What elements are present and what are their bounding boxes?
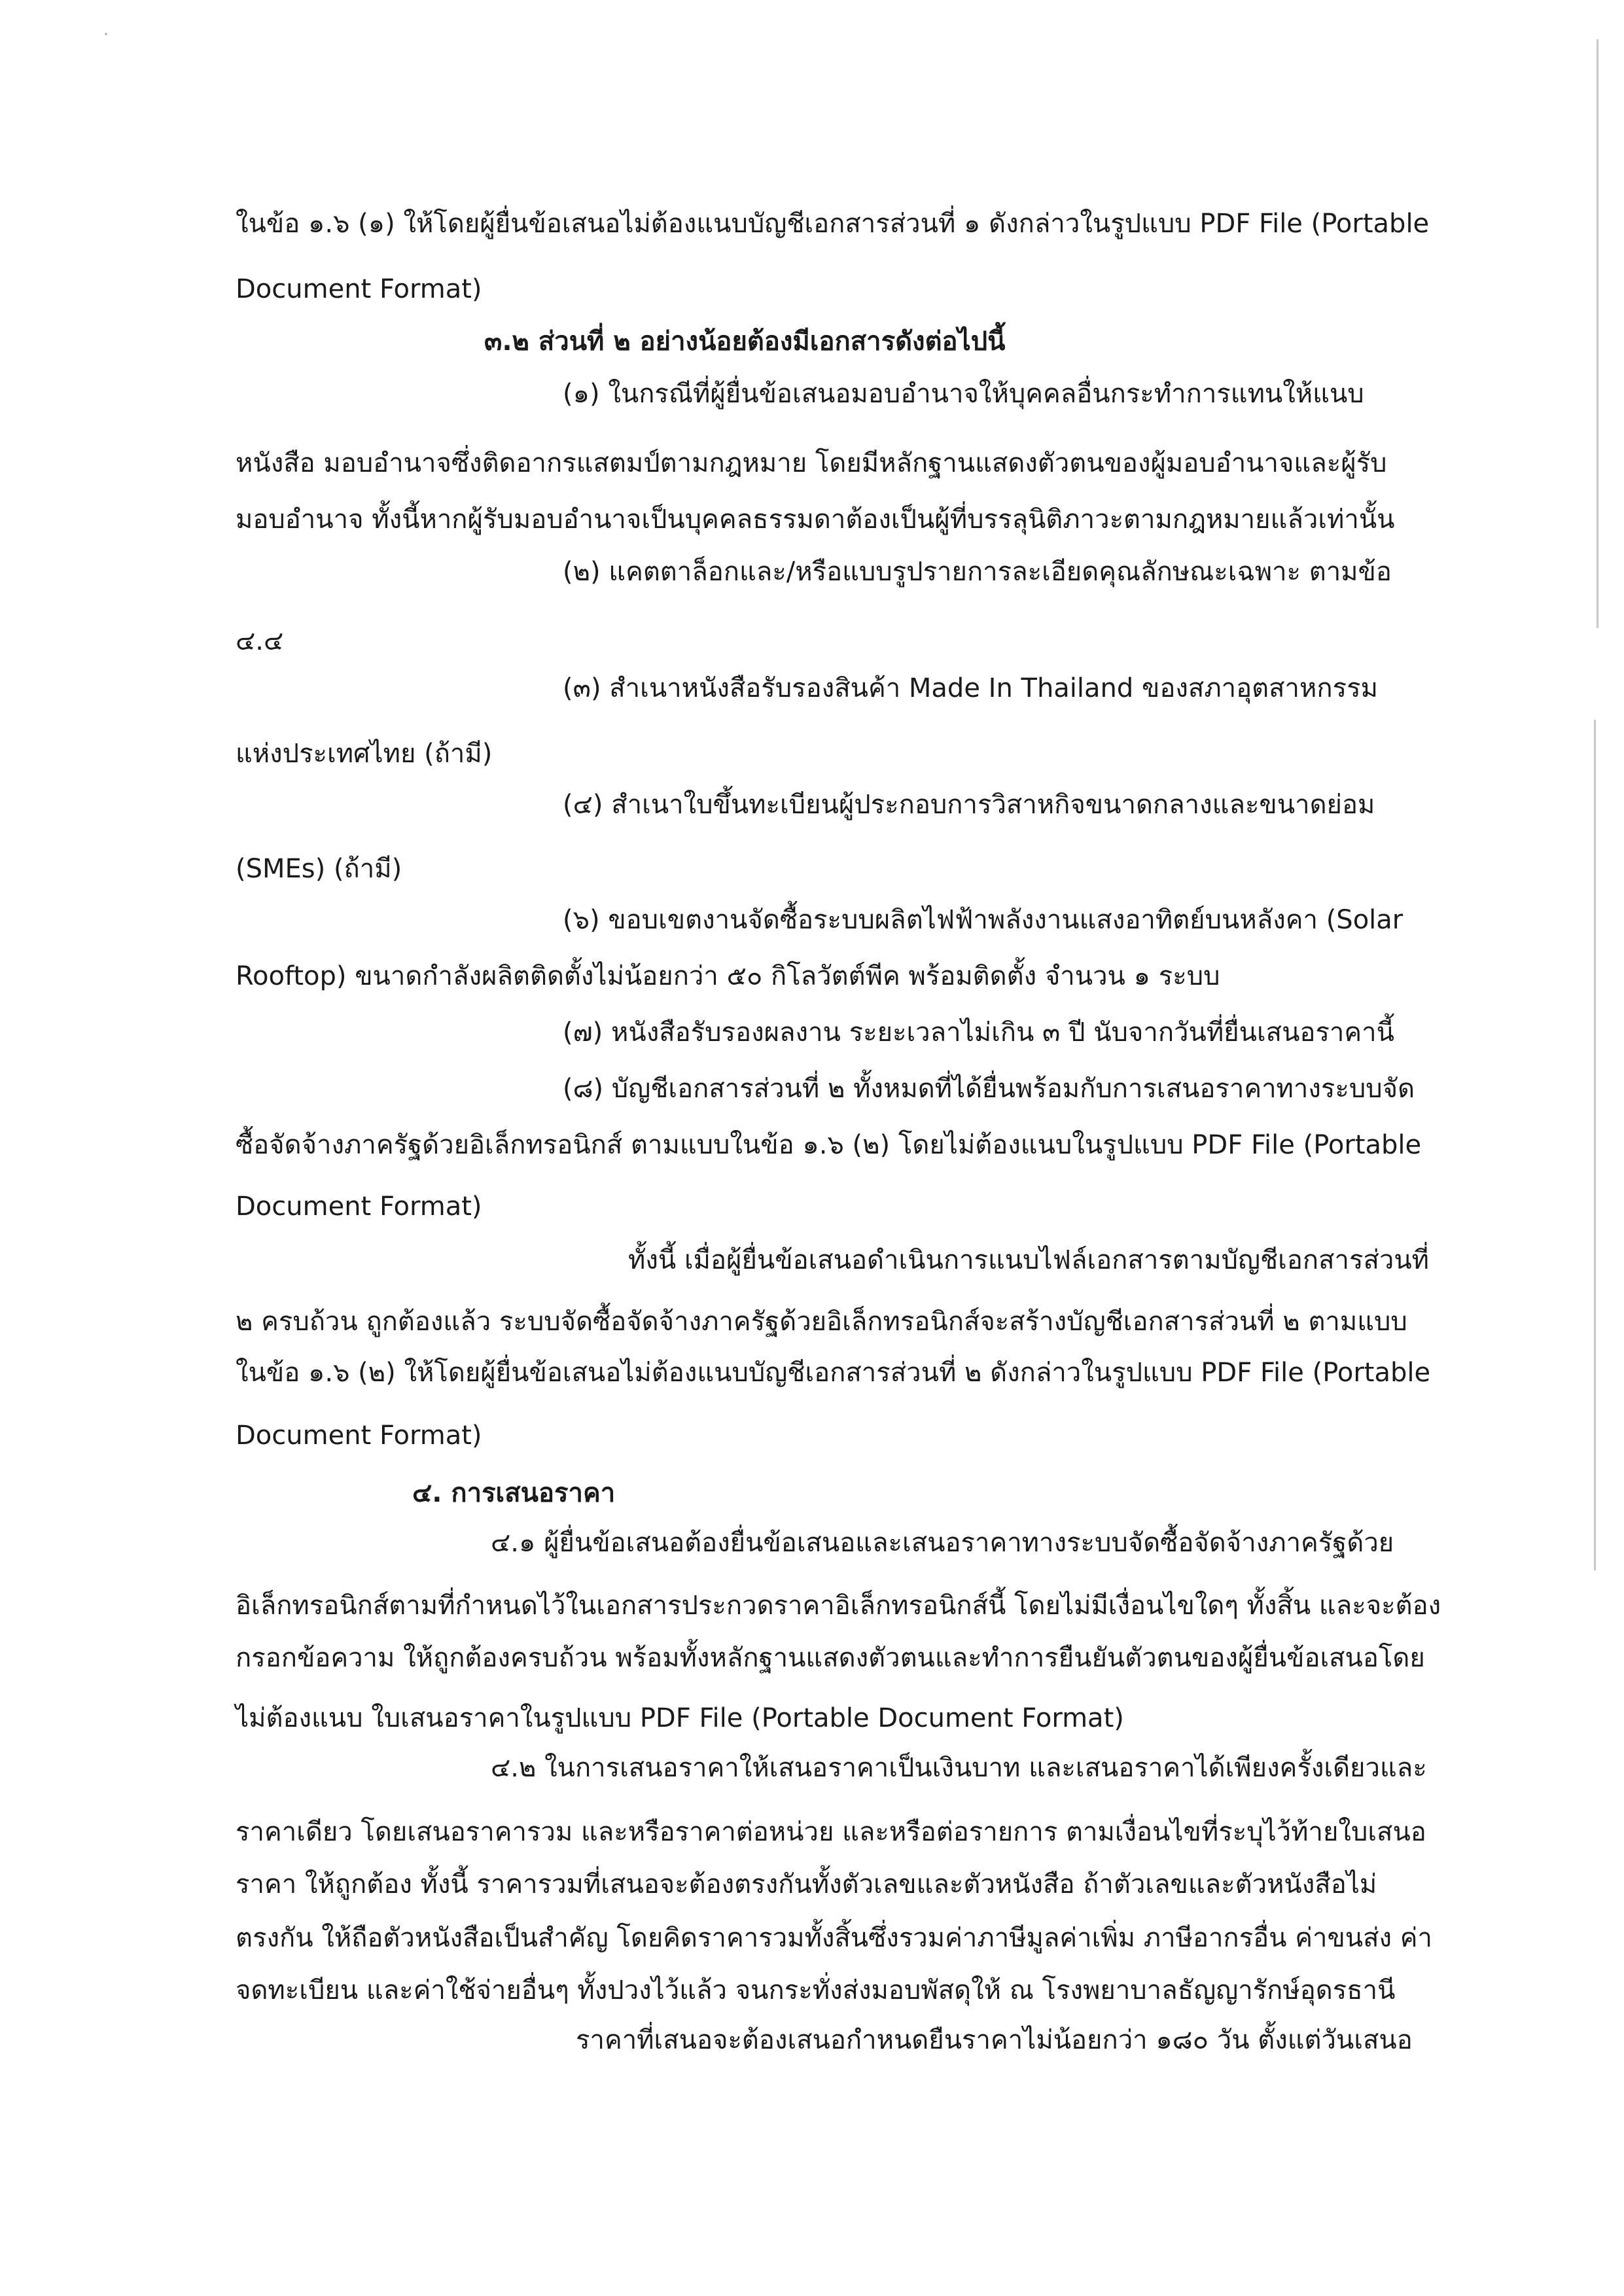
text-line: ทั้งนี้ เมื่อผู้ยื่นข้อเสนอดำเนินการแนบไฟล์เอกสารตามบัญชีเอกสารส่วนที่ xyxy=(628,1245,1430,1275)
text-line: Document Format) xyxy=(236,1421,482,1451)
list-item: (๓) สำเนาหนังสือรับรองสินค้า Made In Thailand ของสภาอุตสาหกรรม xyxy=(563,673,1378,703)
text-line: ราคาเดียว โดยเสนอราคารวม และหรือราคาต่อหน่วย และหรือต่อรายการ ตามเงื่อนไขที่ระบุไว้ท้ายใบเสนอ xyxy=(236,1817,1426,1847)
text-line: จดทะเบียน และค่าใช้จ่ายอื่นๆ ทั้งปวงไว้แล้ว จนกระทั่งส่งมอบพัสดุให้ ณ โรงพยาบาลธัญญารักษ์อุดรธานี xyxy=(236,1975,1396,2005)
list-item: (๔) สำเนาใบขึ้นทะเบียนผู้ประกอบการวิสาหกิจขนาดกลางและขนาดย่อม xyxy=(563,790,1375,820)
list-item: (๖) ขอบเขตงานจัดซื้อระบบผลิตไฟฟ้าพลังงานแสงอาทิตย์บนหลังคา (Solar xyxy=(563,905,1403,935)
scan-edge-mark xyxy=(1597,39,1598,628)
text-line: Rooftop) ขนาดกำลังผลิตติดตั้งไม่น้อยกว่า ๕๐ กิโลวัตต์พีค พร้อมติดตั้ง จำนวน ๑ ระบบ xyxy=(236,961,1220,991)
scan-edge-mark xyxy=(1594,720,1596,1570)
text-line: (SMEs) (ถ้ามี) xyxy=(236,854,402,884)
section-heading: ๓.๒ ส่วนที่ ๒ อย่างน้อยต้องมีเอกสารดังต่อไปนี้ xyxy=(484,327,1006,357)
list-item: (๗) หนังสือรับรองผลงาน ระยะเวลาไม่เกิน ๓ ปี นับจากวันที่ยื่นเสนอราคานี้ xyxy=(563,1017,1394,1048)
list-item: ๔.๒ ในการเสนอราคาให้เสนอราคาเป็นเงินบาท และเสนอราคาได้เพียงครั้งเดียวและ xyxy=(491,1753,1427,1783)
text-line: Document Format) xyxy=(236,1192,482,1222)
section-heading: ๔. การเสนอราคา xyxy=(412,1478,616,1508)
list-item: (๒) แคตตาล็อกและ/หรือแบบรูปรายการละเอียดคุณลักษณะเฉพาะ ตามข้อ xyxy=(563,557,1392,587)
text-line: ตรงกัน ให้ถือตัวหนังสือเป็นสำคัญ โดยคิดราคารวมทั้งสิ้นซึ่งรวมค่าภาษีมูลค่าเพิ่ม ภาษีอากรอื่น ค่าขนส่ง ค่า xyxy=(236,1923,1433,1953)
text-line: ๒ ครบถ้วน ถูกต้องแล้ว ระบบจัดซื้อจัดจ้างภาครัฐด้วยอิเล็กทรอนิกส์จะสร้างบัญชีเอกสารส่วนที่ ๒ ตามแบบ xyxy=(236,1307,1407,1337)
text-line: แห่งประเทศไทย (ถ้ามี) xyxy=(236,739,493,769)
text-line: ไม่ต้องแนบ ใบเสนอราคาในรูปแบบ PDF File (Portable Document Format) xyxy=(236,1703,1124,1733)
text-line: ราคา ให้ถูกต้อง ทั้งนี้ ราคารวมที่เสนอจะต้องตรงกันทั้งตัวเลขและตัวหนังสือ ถ้าตัวเลขและตัวหนังสือไม่ xyxy=(236,1869,1377,1899)
list-item: (๑) ในกรณีที่ผู้ยื่นข้อเสนอมอบอำนาจให้บุคคลอื่นกระทำการแทนให้แนบ xyxy=(563,379,1364,409)
list-item: ๔.๑ ผู้ยื่นข้อเสนอต้องยื่นข้อเสนอและเสนอราคาทางระบบจัดซื้อจัดจ้างภาครัฐด้วย xyxy=(491,1528,1394,1558)
text-line: ซื้อจัดจ้างภาครัฐด้วยอิเล็กทรอนิกส์ ตามแบบในข้อ ๑.๖ (๒) โดยไม่ต้องแนบในรูปแบบ PDF File (Portable xyxy=(236,1130,1422,1160)
text-line: ๔.๔ xyxy=(236,626,284,656)
text-line: ในข้อ ๑.๖ (๒) ให้โดยผู้ยื่นข้อเสนอไม่ต้องแนบบัญชีเอกสารส่วนที่ ๒ ดังกล่าวในรูปแบบ PDF File (Portable xyxy=(236,1358,1431,1388)
scan-speck xyxy=(105,33,107,35)
text-line: Document Format) xyxy=(236,274,482,304)
text-line: หนังสือ มอบอำนาจซึ่งติดอากรแสตมป์ตามกฎหมาย โดยมีหลักฐานแสดงตัวตนของผู้มอบอำนาจและผู้รับ xyxy=(236,448,1387,478)
text-line: ราคาที่เสนอจะต้องเสนอกำหนดยืนราคาไม่น้อยกว่า ๑๘๐ วัน ตั้งแต่วันเสนอ xyxy=(576,2025,1413,2055)
text-line: มอบอำนาจ ทั้งนี้หากผู้รับมอบอำนาจเป็นบุคคลธรรมดาต้องเป็นผู้ที่บรรลุนิติภาวะตามกฎหมายแล้วเท่านั้น xyxy=(236,504,1395,535)
text-line: อิเล็กทรอนิกส์ตามที่กำหนดไว้ในเอกสารประกวดราคาอิเล็กทรอนิกส์นี้ โดยไม่มีเงื่อนไขใดๆ ทั้งสิ้น และจะต้อง xyxy=(236,1591,1441,1621)
list-item: (๘) บัญชีเอกสารส่วนที่ ๒ ทั้งหมดที่ได้ยื่นพร้อมกับการเสนอราคาทางระบบจัด xyxy=(563,1074,1415,1104)
text-line: ในข้อ ๑.๖ (๑) ให้โดยผู้ยื่นข้อเสนอไม่ต้องแนบบัญชีเอกสารส่วนที่ ๑ ดังกล่าวในรูปแบบ PDF File (Portable xyxy=(236,209,1430,239)
text-line: กรอกข้อความ ให้ถูกต้องครบถ้วน พร้อมทั้งหลักฐานแสดงตัวตนและทำการยืนยันตัวตนของผู้ยื่นข้อเสนอโดย xyxy=(236,1643,1425,1673)
